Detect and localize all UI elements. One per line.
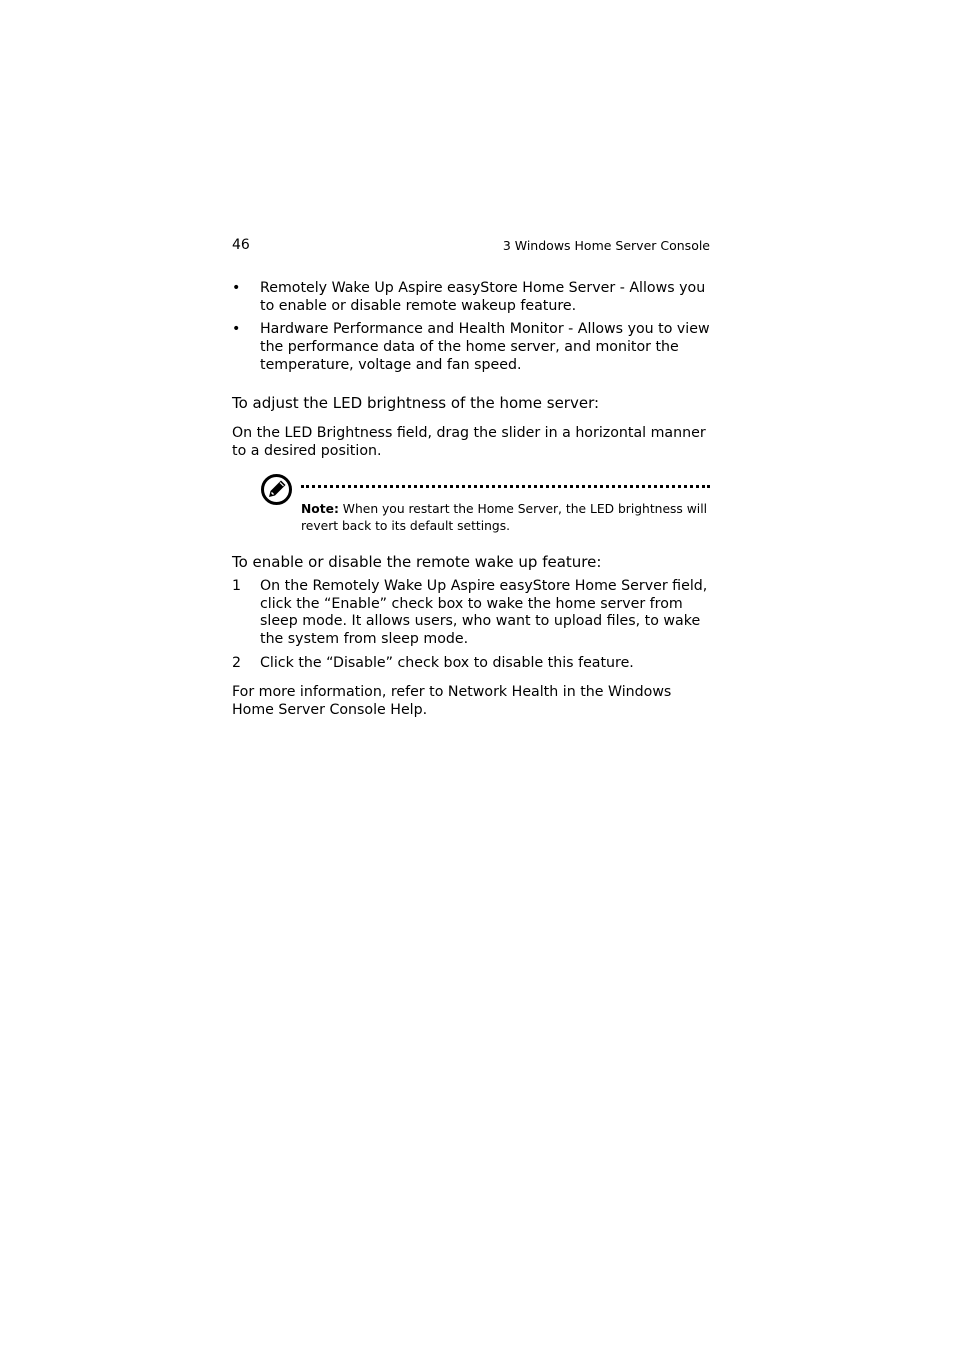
bullet-marker: •: [232, 280, 241, 296]
step-text: Click the “Disable” check box to disable this feature.: [260, 654, 634, 671]
bullet-text: Remotely Wake Up Aspire easyStore Home Server - Allows you to enable or disable remote wakeup feature.: [260, 280, 706, 314]
more-info-paragraph: For more information, refer to Network Health in the Windows Home Server Console Help.: [232, 684, 672, 718]
chapter-title: 3 Windows Home Server Console: [502, 238, 710, 253]
bullet-item-health-monitor: [232, 321, 712, 374]
note-body: When you restart the Home Server, the LED brightness will revert back to its default settings.: [301, 502, 708, 533]
step-number: 1: [232, 578, 242, 594]
wake-steps-list: [232, 578, 712, 679]
bullet-marker: •: [232, 321, 241, 338]
step-number: 2: [232, 654, 242, 671]
bullet-text: Hardware Performance and Health Monitor - Allows you to view the performance data of the home server, and monitor the temperature, voltage and fan speed.: [260, 321, 710, 373]
note-label: Note:: [301, 502, 339, 516]
note-callout: [301, 501, 709, 535]
step-text: On the Remotely Wake Up Aspire easyStore Home Server field, click the “Enable” check box to wake the home server from sleep mode. It allows users, who want to upload files, to wake the system from sleep mode.: [260, 578, 708, 648]
led-section-heading: To adjust the LED brightness of the home server:: [232, 394, 600, 412]
feature-bullet-list: [232, 280, 712, 381]
bullet-item-wake-up: [232, 280, 712, 315]
note-pencil-icon: [260, 473, 293, 506]
led-section-body: On the LED Brightness field, drag the slider in a horizontal manner to a desired position.: [232, 425, 706, 459]
wake-section-heading: To enable or disable the remote wake up feature:: [232, 553, 602, 571]
page-number: 46: [232, 237, 250, 253]
step-item: [232, 655, 712, 673]
note-divider: [301, 485, 710, 488]
step-item: [232, 578, 712, 649]
